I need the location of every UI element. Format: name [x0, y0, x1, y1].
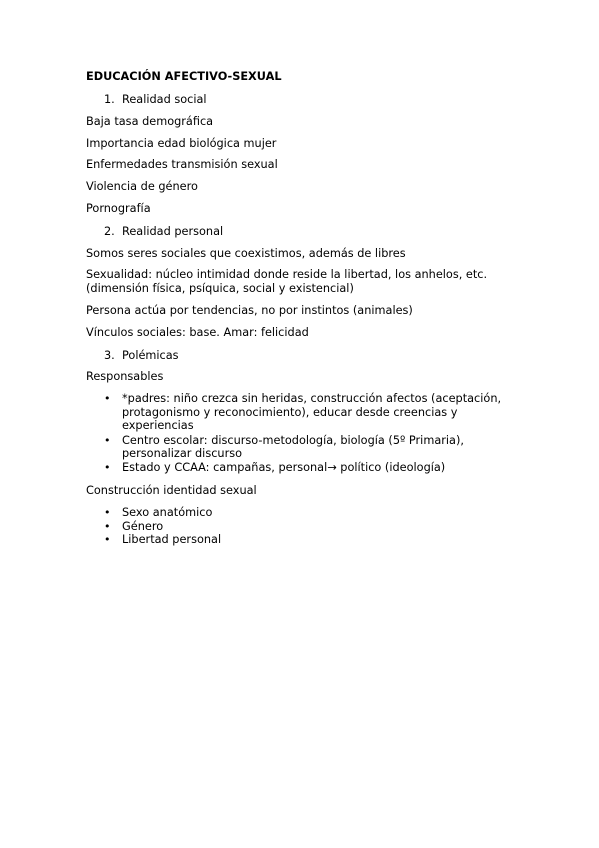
responsables-bullet-line: Centro escolar: discurso-metodología, biología (5º Primaria),	[122, 434, 464, 447]
personal-item: Somos seres sociales que coexistimos, además de libres	[86, 247, 406, 260]
identidad-bullet: Sexo anatómico	[122, 506, 213, 519]
bullet-icon: •	[104, 434, 111, 447]
personal-item: (dimensión física, psíquica, social y existencial)	[86, 282, 354, 295]
responsables-bullet-line: Estado y CCAA: campañas, personal→ político (ideología)	[122, 461, 446, 474]
identidad-heading: Construcción identidad sexual	[86, 484, 257, 497]
responsables-heading: Responsables	[86, 370, 164, 383]
section-3-number: 3.	[104, 349, 115, 362]
section-1-number: 1.	[104, 93, 115, 106]
social-item: Violencia de género	[86, 180, 198, 193]
section-3-heading: Polémicas	[122, 349, 179, 362]
bullet-icon: •	[104, 520, 111, 533]
personal-item: Persona actúa por tendencias, no por instintos (animales)	[86, 304, 413, 317]
identidad-bullet: Género	[122, 520, 164, 533]
document-title: EDUCACIÓN AFECTIVO-SEXUAL	[86, 70, 282, 83]
responsables-bullet-line: personalizar discurso	[122, 447, 243, 460]
bullet-icon: •	[104, 461, 111, 474]
section-1-heading: Realidad social	[122, 93, 207, 106]
bullet-icon: •	[104, 533, 111, 546]
identidad-bullet: Libertad personal	[122, 533, 222, 546]
bullet-icon: •	[104, 506, 111, 519]
social-item: Baja tasa demográfica	[86, 115, 214, 128]
personal-item: Vínculos sociales: base. Amar: felicidad	[86, 326, 309, 339]
responsables-bullet-line: experiencias	[122, 419, 194, 432]
social-item: Importancia edad biológica mujer	[86, 137, 277, 150]
section-2-heading: Realidad personal	[122, 225, 224, 238]
section-2-number: 2.	[104, 225, 115, 238]
personal-item: Sexualidad: núcleo intimidad donde reside la libertad, los anhelos, etc.	[86, 268, 488, 281]
bullet-icon: •	[104, 392, 111, 405]
social-item: Pornografía	[86, 202, 151, 215]
responsables-bullet-line: *padres: niño crezca sin heridas, construcción afectos (aceptación,	[122, 392, 502, 405]
social-item: Enfermedades transmisión sexual	[86, 158, 278, 171]
responsables-bullet-line: protagonismo y reconocimiento), educar desde creencias y	[122, 406, 458, 419]
